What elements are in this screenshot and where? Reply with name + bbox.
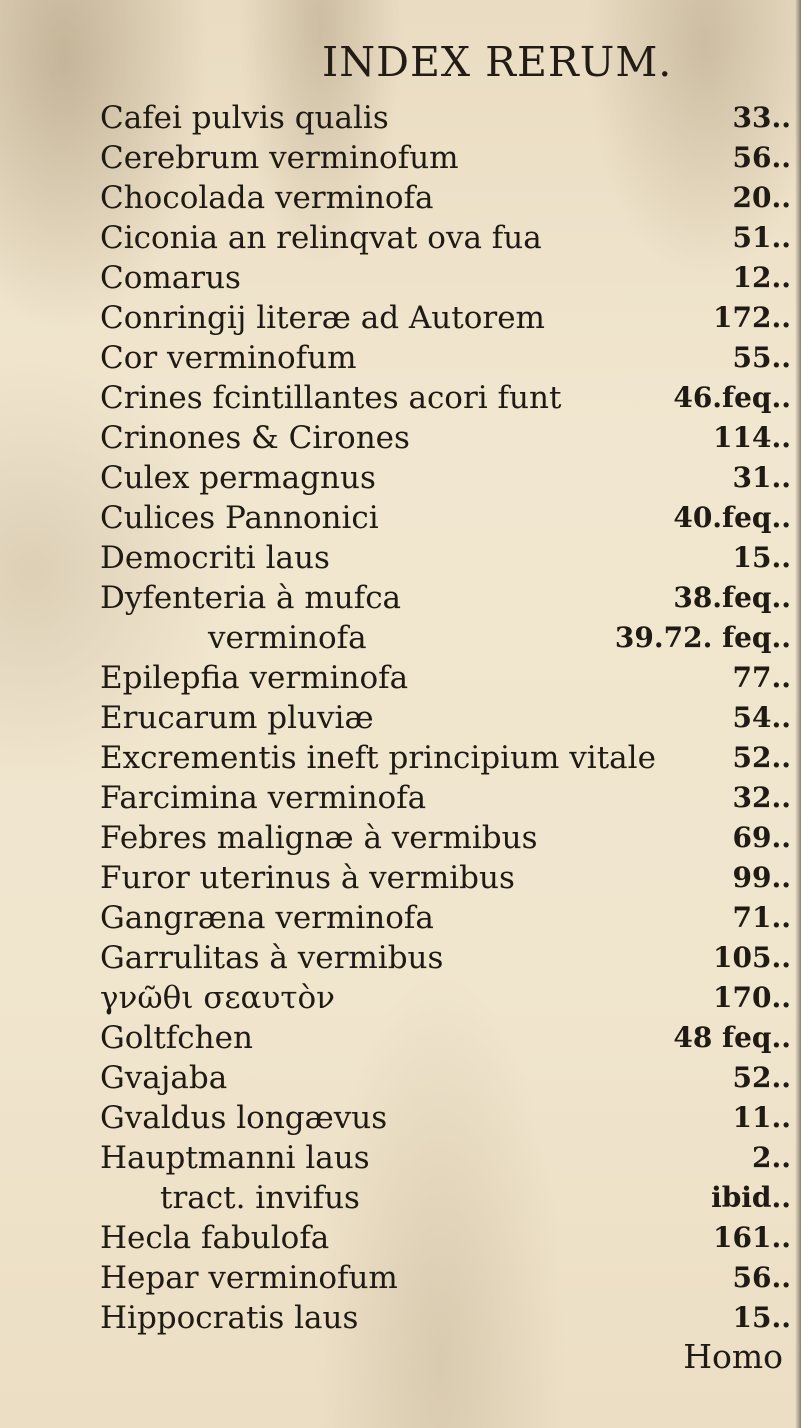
index-entry — [0, 858, 801, 900]
index-term: Farcimina verminofa — [100, 780, 427, 816]
index-term: Crines fcintillantes acori funt — [100, 380, 562, 416]
index-term: Erucarum pluviæ — [100, 700, 374, 736]
index-entry — [0, 1178, 801, 1220]
index-entry — [0, 1298, 801, 1340]
index-term: γνῶθι σεαυτὸν — [100, 980, 335, 1016]
index-page-ref: 52.. — [732, 741, 791, 774]
index-term: Cerebrum verminofum — [100, 140, 459, 176]
index-term: Dyfenteria à mufca — [100, 580, 402, 616]
index-term: Garrulitas à vermibus — [100, 940, 444, 976]
index-entry — [0, 1258, 801, 1300]
index-term: Hippocratis laus — [100, 1300, 359, 1336]
index-page-ref: 2.. — [752, 1141, 791, 1174]
index-page-ref: 38.feq.. — [673, 581, 791, 614]
index-entry — [0, 898, 801, 940]
index-page-ref: 46.feq.. — [673, 381, 791, 414]
index-page-ref: 172.. — [713, 301, 791, 334]
page-title: INDEX RERUM. — [322, 38, 673, 86]
index-page-ref: 40.feq.. — [673, 501, 791, 534]
index-entry — [0, 978, 801, 1020]
index-term: Cor verminofum — [100, 340, 357, 376]
index-term: Democriti laus — [100, 540, 330, 576]
index-page-ref: 77.. — [732, 661, 791, 694]
index-entry — [0, 498, 801, 540]
index-term: Excrementis ineft principium vitale — [100, 740, 656, 776]
index-page-ref: 15.. — [732, 1301, 791, 1334]
index-entry — [0, 218, 801, 260]
index-term: Culex permagnus — [100, 460, 376, 496]
index-entry — [0, 698, 801, 740]
index-page-ref: 69.. — [732, 821, 791, 854]
index-entry — [0, 1218, 801, 1260]
index-page-ref: 11.. — [732, 1101, 791, 1134]
index-entry — [0, 1058, 801, 1100]
index-page-ref: 12.. — [732, 261, 791, 294]
index-entry — [0, 578, 801, 620]
index-page-ref: 56.. — [732, 1261, 791, 1294]
index-page-ref: 48 feq.. — [673, 1021, 791, 1054]
index-term: Conringij literæ ad Autorem — [100, 300, 545, 336]
index-entry — [0, 1138, 801, 1180]
index-term: Epilepfia verminofa — [100, 660, 409, 696]
index-entry — [0, 818, 801, 860]
index-term: tract. invifus — [160, 1180, 360, 1216]
index-page-ref: 71.. — [732, 901, 791, 934]
index-page-ref: 52.. — [732, 1061, 791, 1094]
index-page-ref: 114.. — [713, 421, 791, 454]
index-term: Goltfchen — [100, 1020, 253, 1056]
index-page-ref: 170.. — [713, 981, 791, 1014]
index-term: verminofa — [208, 620, 367, 656]
index-page-ref: 105.. — [713, 941, 791, 974]
index-page-ref: ibid.. — [711, 1181, 791, 1214]
index-page-ref: 99.. — [732, 861, 791, 894]
index-entry — [0, 618, 801, 660]
index-page-ref: 51.. — [732, 221, 791, 254]
index-term: Furor uterinus à vermibus — [100, 860, 515, 896]
index-entry — [0, 658, 801, 700]
index-term: Gvaldus longævus — [100, 1100, 388, 1136]
index-term: Chocolada verminofa — [100, 180, 434, 216]
index-page-ref: 31.. — [732, 461, 791, 494]
index-entry — [0, 378, 801, 420]
index-page-ref: 15.. — [732, 541, 791, 574]
index-term: Culices Pannonici — [100, 500, 379, 536]
catchword: Homo — [683, 1337, 783, 1376]
index-term: Hecla fabulofa — [100, 1220, 330, 1256]
index-term: Hauptmanni laus — [100, 1140, 370, 1176]
index-entry — [0, 1018, 801, 1060]
index-entry — [0, 938, 801, 980]
index-term: Gangræna verminofa — [100, 900, 434, 936]
index-entry — [0, 138, 801, 180]
index-entry — [0, 458, 801, 500]
index-entry — [0, 338, 801, 380]
index-entry — [0, 178, 801, 220]
index-term: Crinones & Cirones — [100, 420, 410, 456]
index-page-ref: 32.. — [732, 781, 791, 814]
index-page-ref: 20.. — [732, 181, 791, 214]
index-term: Hepar verminofum — [100, 1260, 398, 1296]
index-page-ref: 54.. — [732, 701, 791, 734]
index-entry — [0, 1098, 801, 1140]
index-term: Comarus — [100, 260, 241, 296]
index-entry — [0, 98, 801, 140]
index-entry — [0, 778, 801, 820]
index-page-ref: 55.. — [732, 341, 791, 374]
index-page-ref: 33.. — [732, 101, 791, 134]
index-term: Febres malignæ à vermibus — [100, 820, 538, 856]
index-page-ref: 39.72. feq.. — [614, 621, 791, 654]
index-term: Gvajaba — [100, 1060, 228, 1096]
index-entry — [0, 538, 801, 580]
index-term: Ciconia an relinqvat ova fua — [100, 220, 542, 256]
index-entry — [0, 738, 801, 780]
index-page-ref: 161.. — [713, 1221, 791, 1254]
index-term: Cafei pulvis qualis — [100, 100, 389, 136]
index-entry — [0, 418, 801, 460]
index-entry — [0, 298, 801, 340]
index-entry — [0, 258, 801, 300]
index-page-ref: 56.. — [732, 141, 791, 174]
